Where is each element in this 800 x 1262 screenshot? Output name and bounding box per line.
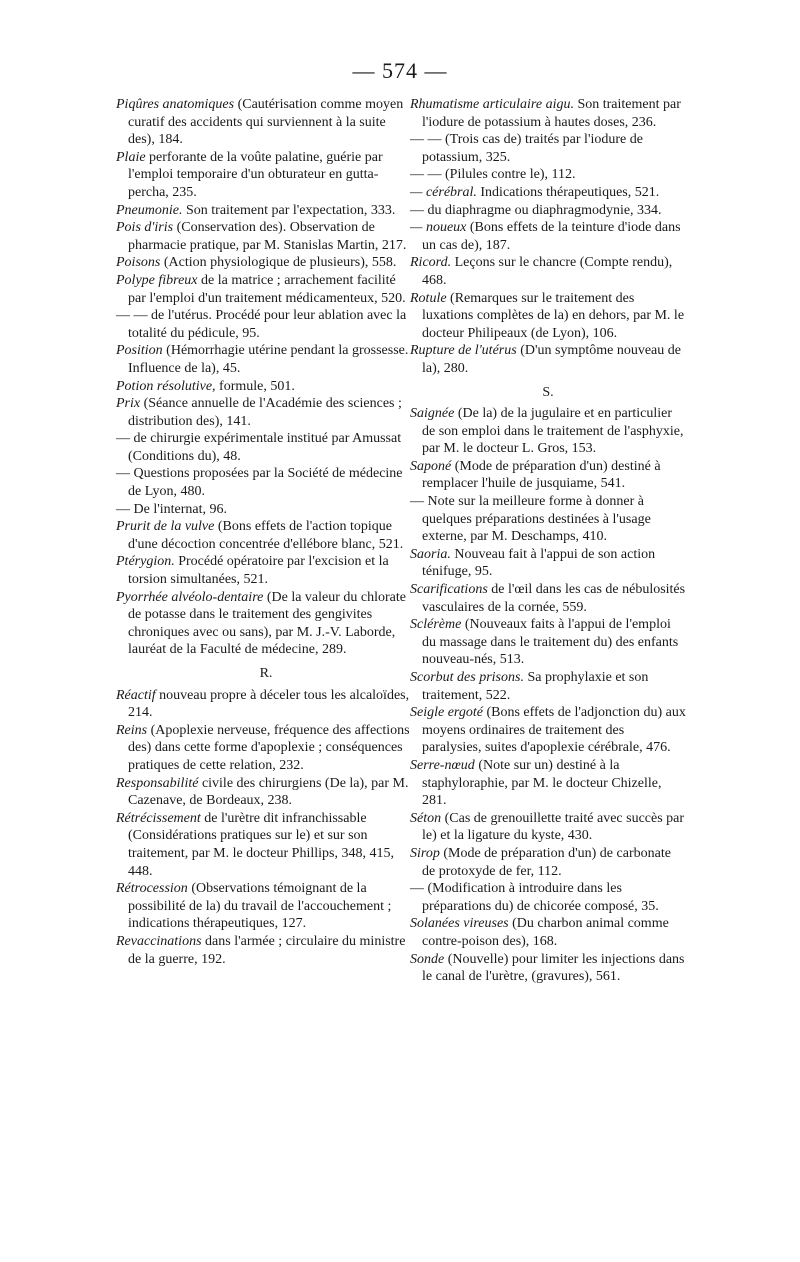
entry-heading: Pois d'iris xyxy=(116,220,174,236)
entry-heading: Prix xyxy=(116,396,141,412)
entry-heading: — cérébral. xyxy=(410,184,477,200)
entry-text: Procédé opératoire par l'excision et la torsion simultanées, 521. xyxy=(128,554,389,588)
entry-text: — Note sur la meilleure forme à donner à quelques préparations destinées à l'usage externe, par M. Deschamps, 410. xyxy=(410,494,651,545)
index-entry xyxy=(116,722,416,775)
index-entry xyxy=(410,669,686,704)
index-entry xyxy=(116,272,416,307)
index-entry xyxy=(410,405,686,458)
index-entry xyxy=(410,757,686,810)
index-entry xyxy=(410,131,686,166)
index-entry xyxy=(410,184,686,202)
entry-heading: Ptérygion. xyxy=(116,554,175,570)
index-column-left xyxy=(116,96,416,968)
entry-heading: Position xyxy=(116,343,163,359)
entry-text: (Nouveaux faits à l'appui de l'emploi du massage dans le traitement du) des enfants nouveau-nés, 513. xyxy=(422,617,679,668)
page-number: — 574 — xyxy=(352,58,448,83)
entry-heading: Saignée xyxy=(410,406,455,422)
entry-text: (Action physiologique de plusieurs), 558. xyxy=(160,255,397,271)
entry-text: — De l'internat, 96. xyxy=(116,501,227,517)
entry-text: nouveau propre à déceler tous les alcaloïdes, 214. xyxy=(128,687,410,721)
entry-text: Leçons sur le chancre (Compte rendu), 468. xyxy=(422,255,673,288)
entry-heading: Ricord. xyxy=(410,255,452,271)
entry-heading: Réactif xyxy=(116,687,156,703)
entry-text: (Cas de grenouillette traité avec succès par le) et la ligature du kyste, 430. xyxy=(422,810,685,844)
index-entry xyxy=(116,501,416,519)
entry-text: — — (Trois cas de) traités par l'iodure de potassium, 325. xyxy=(410,132,643,165)
index-entry xyxy=(410,458,686,493)
entry-text: (Note sur un) destiné à la staphyloraphie, par M. le docteur Chizelle, 281. xyxy=(422,757,662,809)
entry-text: (Bons effets de l'action topique d'une décoction concentrée d'ellébore blanc, 521. xyxy=(128,519,404,552)
index-entry xyxy=(410,951,686,986)
entry-text: (Du charbon animal comme contre-poison des), 168. xyxy=(422,916,669,949)
index-entry xyxy=(410,616,686,669)
index-entry xyxy=(116,149,416,202)
entry-heading: Piqûres anatomiques xyxy=(116,97,235,112)
entry-text: (Observations témoignant de la possibilité de la) du travail de l'accouchement ; indications thérapeutiques, 127. xyxy=(128,881,392,932)
index-entry xyxy=(116,430,416,465)
section-letter-r: R. xyxy=(259,666,273,681)
entry-heading: Rupture de l'utérus xyxy=(410,343,517,359)
entry-heading: Sclérème xyxy=(410,617,462,633)
entry-heading: Saponé xyxy=(410,458,452,474)
entry-text: (De la) de la jugulaire et en particulier de son emploi dans le traitement de l'asphyxie, par M. le docteur L. Gros, 153. xyxy=(422,406,684,457)
index-entry xyxy=(116,775,416,810)
index-entry xyxy=(410,915,686,950)
entry-text: Indications thérapeutiques, 521. xyxy=(476,184,660,200)
entry-text: — — de l'utérus. Procédé pour leur ablation avec la totalité du pédicule, 95. xyxy=(116,308,407,341)
entry-text: (Séance annuelle de l'Académie des sciences ; distribution des), 141. xyxy=(128,396,402,429)
entry-heading: — noueux xyxy=(410,220,467,236)
index-entry xyxy=(116,933,416,968)
entry-heading: Rhumatisme articulaire aigu. xyxy=(410,97,574,112)
entry-heading: Scarifications xyxy=(410,582,488,598)
entry-heading: Polype fibreux xyxy=(116,272,198,288)
index-entry xyxy=(116,465,416,500)
entry-heading: Serre-nœud xyxy=(410,757,475,773)
entry-text: perforante de la voûte palatine, guérie par l'emploi temporaire d'un obturateur en gutta-percha, 235. xyxy=(128,149,383,200)
index-entry xyxy=(410,880,686,915)
entry-text: (De la valeur du chlorate de potasse dans le traitement des gengivites chroniques avec ou sans), par M. J.-V. Laborde, lauréat de la Faculté de médecine, 289. xyxy=(128,589,406,658)
entry-heading: Rotule xyxy=(410,290,447,306)
entry-heading: Pyorrhée alvéolo-dentaire xyxy=(116,589,264,605)
entry-heading: Solanées vireuses xyxy=(410,916,509,932)
entry-heading: Poisons xyxy=(116,255,161,271)
entry-heading: Sonde xyxy=(410,951,445,967)
entry-heading: Reins xyxy=(116,722,148,738)
entry-text: (Bons effets de l'adjonction du) aux moyens ordinaires de traitement des paralysies, suites d'apoplexie cérébrale, 476. xyxy=(422,705,686,756)
entry-heading: Potion résolutive, xyxy=(116,378,216,394)
entry-text: Son traitement par l'expectation, 333. xyxy=(182,202,396,218)
entry-text: de la matrice ; arrachement facilité par l'emploi d'un traitement médicamenteux, 520. xyxy=(128,272,406,306)
index-entry xyxy=(410,96,686,131)
entry-heading: Rétrécissement xyxy=(116,810,201,826)
index-entry xyxy=(116,810,416,880)
index-entry xyxy=(116,342,416,377)
index-entry xyxy=(116,307,416,342)
entry-text: Son traitement par l'iodure de potassium à hautes doses, 236. xyxy=(422,97,681,130)
entry-text: (Mode de préparation d'un) destiné à remplacer l'huile de jusquiame, 541. xyxy=(422,458,661,492)
entry-text: (Conservation des). Observation de pharmacie pratique, par M. Stanislas Martin, 217. xyxy=(128,220,407,253)
entry-text: (Mode de préparation d'un) de carbonate de protoxyde de fer, 112. xyxy=(422,845,671,879)
entry-heading: Revaccinations xyxy=(116,933,202,949)
index-entry xyxy=(410,219,686,254)
index-entry xyxy=(410,290,686,343)
index-entry xyxy=(410,254,686,289)
index-column-right xyxy=(410,96,686,986)
entry-text: formule, 501. xyxy=(215,378,295,394)
entry-heading: Séton xyxy=(410,810,442,826)
index-entry xyxy=(410,493,686,546)
index-entry xyxy=(410,202,686,220)
index-entry xyxy=(410,845,686,880)
entry-text: (Remarques sur le traitement des luxations complètes de la) en dehors, par M. le docteur Philipeaux (de Lyon), 106. xyxy=(422,290,685,341)
index-entry xyxy=(410,342,686,377)
index-entry xyxy=(116,687,416,722)
entry-text: — Questions proposées par la Société de médecine de Lyon, 480. xyxy=(116,466,403,500)
index-entry xyxy=(116,589,416,659)
entry-heading: Pneumonie. xyxy=(116,202,183,218)
index-entry xyxy=(116,96,416,149)
index-entry xyxy=(116,395,416,430)
index-entry xyxy=(116,219,416,254)
entry-text: — de chirurgie expérimentale institué par Amussat (Conditions du), 48. xyxy=(116,431,402,464)
entry-text: — — (Pilules contre le), 112. xyxy=(410,167,576,183)
index-entry xyxy=(116,378,416,396)
index-entry xyxy=(116,202,416,220)
entry-heading: Sirop xyxy=(410,845,440,861)
index-entry xyxy=(410,810,686,845)
entry-heading: Prurit de la vulve xyxy=(116,519,215,535)
entry-heading: Responsabilité xyxy=(116,775,199,791)
index-entry xyxy=(116,518,416,553)
entry-text: civile des chirurgiens (De la), par M. Cazenave, de Bordeaux, 238. xyxy=(128,775,409,809)
section-letter-s: S. xyxy=(542,384,554,400)
entry-text: Nouveau fait à l'appui de son action ténifuge, 95. xyxy=(422,546,656,580)
entry-heading: Scorbut des prisons. xyxy=(410,670,524,685)
index-entry xyxy=(116,254,416,272)
entry-text: de l'œil dans les cas de nébulosités vasculaires de la cornée, 559. xyxy=(422,582,686,615)
index-entry xyxy=(410,581,686,616)
entry-text: (Hémorrhagie utérine pendant la grossesse. Influence de la), 45. xyxy=(128,343,409,376)
index-entry xyxy=(410,704,686,757)
entry-text: — (Modification à introduire dans les préparations du) de chicorée composé, 35. xyxy=(410,881,659,914)
entry-text: (D'un symptôme nouveau de la), 280. xyxy=(422,343,681,376)
index-entry xyxy=(116,880,416,933)
entry-text: de l'urètre dit infranchissable (Considérations pratiques sur le) et sur son traitement, par M. le docteur Phillips, 348, 415, 448. xyxy=(128,810,394,879)
entry-text: (Bons effets de la teinture d'iode dans un cas de), 187. xyxy=(422,220,681,253)
entry-text: — du diaphragme ou diaphragmodynie, 334. xyxy=(410,202,662,218)
entry-text: (Apoplexie nerveuse, fréquence des affections des) dans cette forme d'apoplexie ; conséquences pratiques de cette relation, 232. xyxy=(128,722,410,773)
index-entry xyxy=(116,553,416,588)
entry-heading: Plaie xyxy=(116,149,146,165)
entry-text: (Nouvelle) pour limiter les injections dans le canal de l'urètre, (gravures), 561. xyxy=(422,951,685,985)
entry-text: Sa prophylaxie et son traitement, 522. xyxy=(422,670,649,703)
entry-heading: Seigle ergoté xyxy=(410,705,483,721)
entry-text: dans l'armée ; circulaire du ministre de la guerre, 192. xyxy=(128,933,406,967)
entry-heading: Saoria. xyxy=(410,546,451,562)
entry-text: (Cautérisation comme moyen curatif des accidents qui surviennent à la suite des), 184. xyxy=(128,97,404,148)
entry-heading: Rétrocession xyxy=(116,881,188,897)
index-entry xyxy=(410,166,686,184)
index-entry xyxy=(410,546,686,581)
